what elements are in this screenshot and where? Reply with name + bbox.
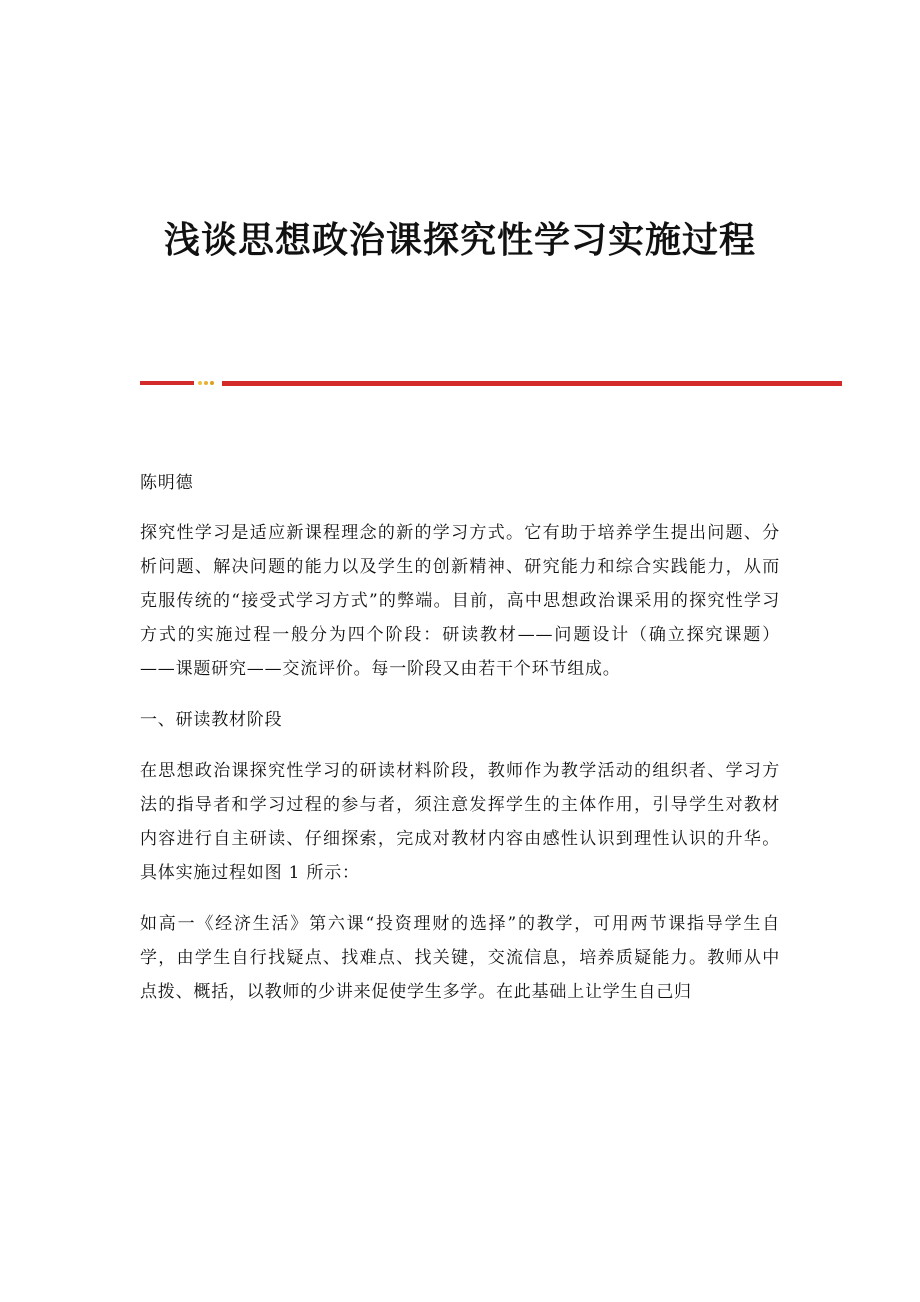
document-body	[140, 466, 780, 1026]
author-name: 陈明德	[140, 473, 194, 493]
title-divider	[140, 380, 842, 386]
body-paragraph: 如高一《经济生活》第六课“投资理财的选择”的教学，可用两节课指导学生自学，由学生自行找疑点、找难点、找关键，交流信息，培养质疑能力。教师从中点拨、概括，以教师的少讲来促使学生多学。在此基础上让学生自己归	[140, 914, 780, 1002]
divider-line-left	[140, 381, 194, 385]
body-paragraph: 在思想政治课探究性学习的研读材料阶段，教师作为教学活动的组织者、学习方法的指导者和学习过程的参与者，须注意发挥学生的主体作用，引导学生对教材内容进行自主研读、仔细探索，完成对教材内容由感性认识到理性认识的升华。具体实施过程如图 1 所示：	[140, 761, 780, 883]
section-heading: 一、研读教材阶段	[140, 710, 283, 730]
intro-paragraph: 探究性学习是适应新课程理念的新的学习方式。它有助于培养学生提出问题、分析问题、解决问题的能力以及学生的创新精神、研究能力和综合实践能力，从而克服传统的“接受式学习方式”的弊端。目前，高中思想政治课采用的探究性学习方式的实施过程一般分为四个阶段：研读教材——问题设计（确立探究课题）——课题研究——交流评价。每一阶段又由若干个环节组成。	[140, 523, 780, 679]
divider-line-right	[222, 381, 842, 386]
page-title: 浅谈思想政治课探究性学习实施过程	[163, 219, 756, 261]
